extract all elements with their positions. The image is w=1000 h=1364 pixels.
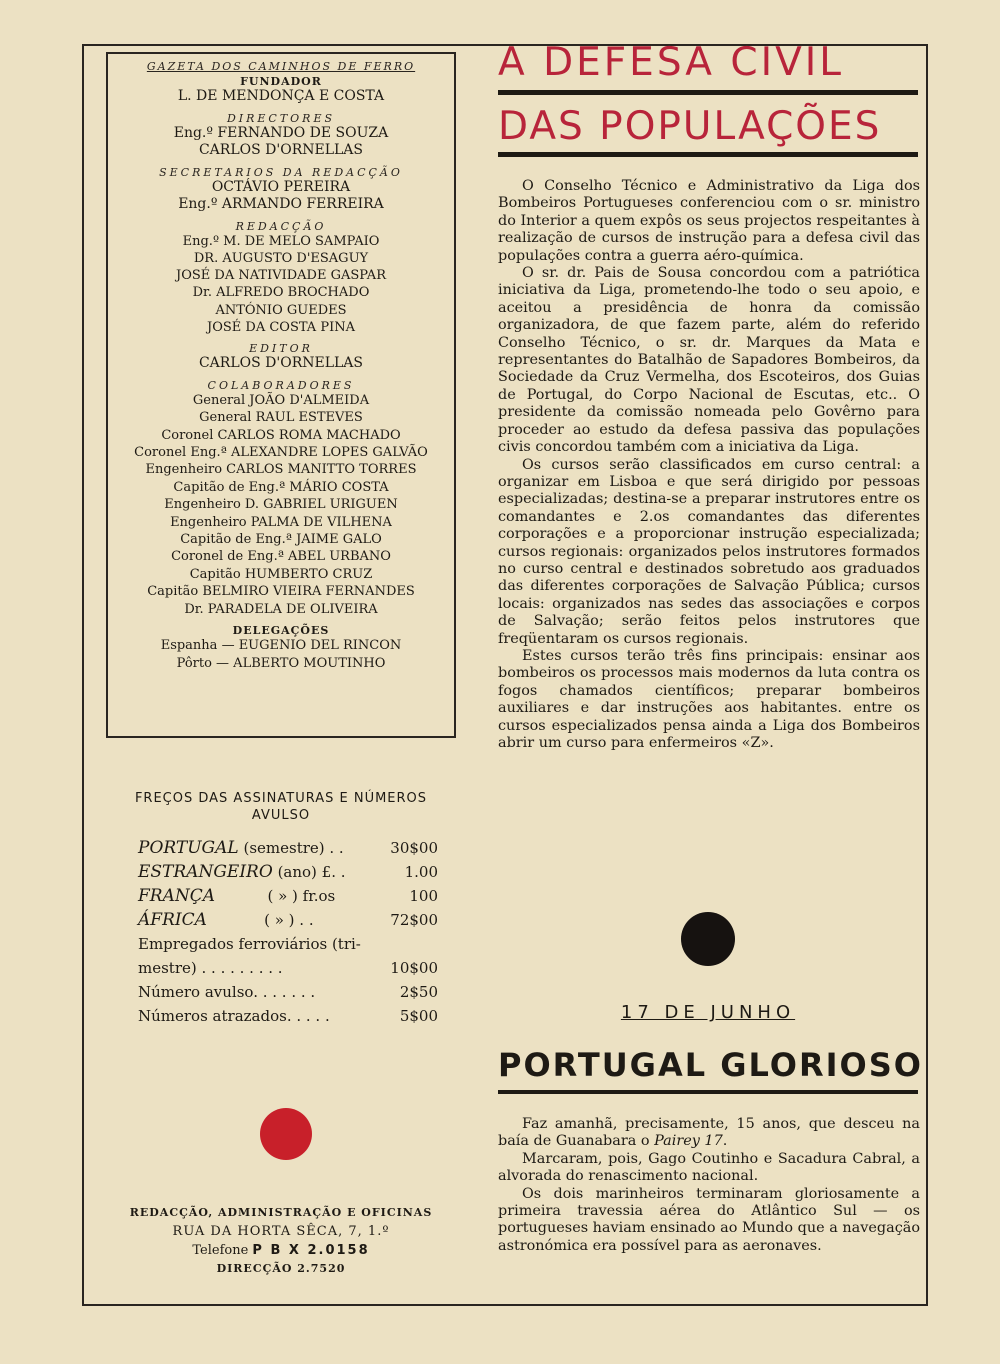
price-detail: ( » ) . . (206, 911, 314, 929)
article-paragraph: Estes cursos terão três fins principais: ensinar aos bombeiros os processos mais modernos da luta contra os fogos chamados científicos; preparar bombeiros auxiliares e dar instruções aos habitantes. entre os cursos especializados pensa ainda a Liga dos Bombeiros abrir um curso para enfermeiros «Z». (498, 647, 920, 751)
collaborator-name: Coronel de Eng.ª ABEL URBANO (171, 549, 391, 565)
address-line-1: REDACÇÃO, ADMINISTRAÇÃO E OFICINAS (129, 1206, 433, 1219)
price-value: 10$00 (390, 959, 438, 977)
article-body (498, 178, 920, 752)
directors-label: DIRECTORES (226, 111, 336, 125)
price-row-single (106, 980, 456, 1004)
editor-name: CARLOS D'ORNELLAS (198, 355, 364, 372)
prices-title: FREÇOS DAS ASSINATURAS E NÚMEROS (134, 791, 428, 806)
price-country: PORTUGAL (138, 838, 239, 858)
redaction-name: ANTÓNIO GUEDES (215, 302, 347, 318)
article-paragraph: Os dois marinheiros terminaram gloriosamente a primeira travessia aérea do Atlântico Sul — os portugueses haviam ensinado ao Mundo que a navegação astronómica era possível para as aeronaves. (498, 1185, 920, 1254)
prices-title-2: AVULSO (251, 808, 311, 823)
text-run: Faz amanhã, precisamente, 15 anos, que desceu na baía de Guanabara o (498, 1116, 920, 1150)
address-footer (106, 1204, 456, 1277)
article-2-body (498, 1116, 920, 1255)
headline-line-1: A DEFESA CIVIL (498, 40, 845, 85)
collaborator-name: Dr. PARADELA DE OLIVEIRA (184, 601, 378, 617)
price-row-foreign (106, 860, 456, 884)
black-separator-dot (681, 912, 735, 966)
secretary-name: OCTÁVIO PEREIRA (211, 178, 351, 195)
director-name: Eng.º FERNANDO DE SOUZA (173, 124, 389, 141)
phone-line (106, 1241, 456, 1261)
price-row-france (106, 884, 456, 908)
collaborator-name: General RAUL ESTEVES (199, 410, 363, 426)
phone-number: P B X 2.0158 (252, 1243, 370, 1258)
collaborator-name: Engenheiro D. GABRIEL URIGUEN (164, 497, 398, 513)
collaborator-name: Capitão de Eng.ª MÁRIO COSTA (173, 479, 389, 495)
price-value: 5$00 (399, 1007, 438, 1025)
collaborator-name: Coronel Eng.ª ALEXANDRE LOPES GALVÃO (134, 445, 428, 460)
article-headline: PORTUGAL GLORIOSO (498, 1046, 923, 1084)
founder-name: L. DE MENDONÇA E COSTA (177, 88, 385, 104)
collaborators-label: COLABORADORES (207, 378, 355, 392)
editor-label: EDITOR (249, 342, 313, 356)
price-value: 2$50 (399, 983, 438, 1001)
article-paragraph: Marcaram, pois, Gago Coutinho e Sacadura Cabral, a alvorada do renascimento nacional. (498, 1150, 920, 1185)
publication-name: GAZETA DOS CAMINHOS DE FERRO (146, 60, 416, 73)
address-line-4: DIRECÇÃO 2.7520 (216, 1262, 346, 1275)
secretaries-label: SECRETARIOS DA REDACÇÃO (159, 165, 403, 179)
collaborator-name: Capitão HUMBERTO CRUZ (189, 566, 373, 582)
article-paragraph: O sr. dr. Pais de Sousa concordou com a patriótica iniciativa da Liga, prometendo-lhe todo o seu apoio, e aceitou a presidência de honra da comissão organizadora, de que fazem parte, além do referido Conselho Técnico, o sr. dr. Marques da Mata e representantes do Batalhão de Sapadores Bombeiros, da Sociedade da Cruz Vermelha, dos Escoteiros, dos Guias de Portugal, do Corpo Nacional de Escutas, etc.. O presidente da comissão nomeada pelo Govêrno para proceder ao estudo da defesa passiva das populações civis concordou também com a iniciativa da Liga. (498, 265, 920, 456)
single-label: Número avulso. . . . . . . (138, 983, 316, 1001)
price-row-back-issues (106, 1004, 456, 1028)
article-paragraph (498, 1116, 920, 1151)
employees-label: Empregados ferroviários (tri- (138, 935, 361, 953)
redaction-name: JOSÉ DA COSTA PINA (207, 319, 355, 335)
collaborator-name: General JOÃO D'ALMEIDA (192, 392, 370, 408)
price-row-portugal (106, 836, 456, 860)
delegations-label: DELEGAÇÕES (232, 624, 330, 638)
price-value: 30$00 (390, 839, 438, 857)
price-row-employees (106, 932, 456, 956)
article-paragraph: O Conselho Técnico e Administrativo da Liga dos Bombeiros Portugueses conferenciou com o sr. ministro do Interior a quem expôs os seus projectos respeitantes à realização de cursos de instrução para a defesa civil das populações contra a guerra aéro-química. (498, 178, 920, 264)
headline-line-2: DAS POPULAÇÕES (498, 104, 882, 149)
founder-label: FUNDADOR (240, 75, 322, 88)
price-value: 100 (409, 887, 438, 905)
article-date: 17 DE JUNHO (620, 1002, 796, 1023)
headline-rule-3 (498, 1090, 918, 1094)
redaction-name: Dr. ALFREDO BROCHADO (192, 285, 370, 301)
red-seal-dot (260, 1108, 312, 1160)
price-value: 1.00 (404, 863, 438, 881)
price-country: ÁFRICA (138, 910, 207, 930)
price-country: ESTRANGEIRO (138, 862, 273, 882)
secretary-name: Eng.º ARMANDO FERREIRA (178, 196, 384, 212)
price-row-employees-2 (106, 956, 456, 980)
collaborator-name: Capitão BELMIRO VIEIRA FERNANDES (147, 584, 415, 600)
headline-rule (498, 90, 918, 95)
aircraft-name: Pairey 17 (654, 1133, 723, 1150)
price-detail: (ano) £. . (272, 863, 346, 881)
delegation-entry: Pôrto — ALBERTO MOUTINHO (176, 655, 386, 671)
price-country: FRANÇA (138, 886, 216, 906)
subscription-prices (106, 790, 456, 1028)
collaborator-name: Engenheiro CARLOS MANITTO TORRES (145, 462, 417, 478)
collaborator-name: Engenheiro PALMA DE VILHENA (170, 514, 392, 530)
price-value: 72$00 (390, 911, 438, 929)
redaction-name: Eng.º M. DE MELO SAMPAIO (182, 233, 380, 249)
redaction-name: DR. AUGUSTO D'ESAGUY (193, 250, 369, 266)
address-line-2: RUA DA HORTA SÊCA, 7, 1.º (172, 1224, 390, 1239)
headline-rule-2 (498, 152, 918, 157)
collaborator-name: Capitão de Eng.ª JAIME GALO (180, 532, 382, 548)
masthead-box (106, 52, 456, 738)
director-name: CARLOS D'ORNELLAS (198, 142, 364, 158)
employees-label-2: mestre) . . . . . . . . . (138, 959, 283, 977)
delegation-entry: Espanha — EUGENIO DEL RINCON (160, 638, 402, 654)
redaction-name: JOSÉ DA NATIVIDADE GASPAR (176, 268, 386, 284)
text-run: . (722, 1133, 728, 1150)
price-row-africa (106, 908, 456, 932)
back-issues-label: Números atrazados. . . . . (138, 1007, 330, 1025)
price-detail: ( » ) fr.os (215, 887, 336, 905)
collaborator-name: Coronel CARLOS ROMA MACHADO (161, 427, 401, 443)
redaction-label: REDACÇÃO (235, 219, 327, 233)
article-paragraph: Os cursos serão classificados em curso central: a organizar em Lisboa e que será dirigido por pessoas especializadas; destina-se a preparar instrutores entre os comandantes e 2.os comandantes das diferentes corporações e a proporcionar instrução especializada; cursos regionais: organizados pelos instrutores formados no curso central e destinados sobretudo aos graduados das diferentes corporações de Salvação Pública; cursos locais: organizados nas sedes das associações e corpos de Salvação; serão feitos pelos instrutores que freqüentaram os cursos regionais. (498, 456, 920, 647)
phone-label: Telefone (192, 1243, 253, 1258)
price-detail: (semestre) . . (238, 839, 344, 857)
